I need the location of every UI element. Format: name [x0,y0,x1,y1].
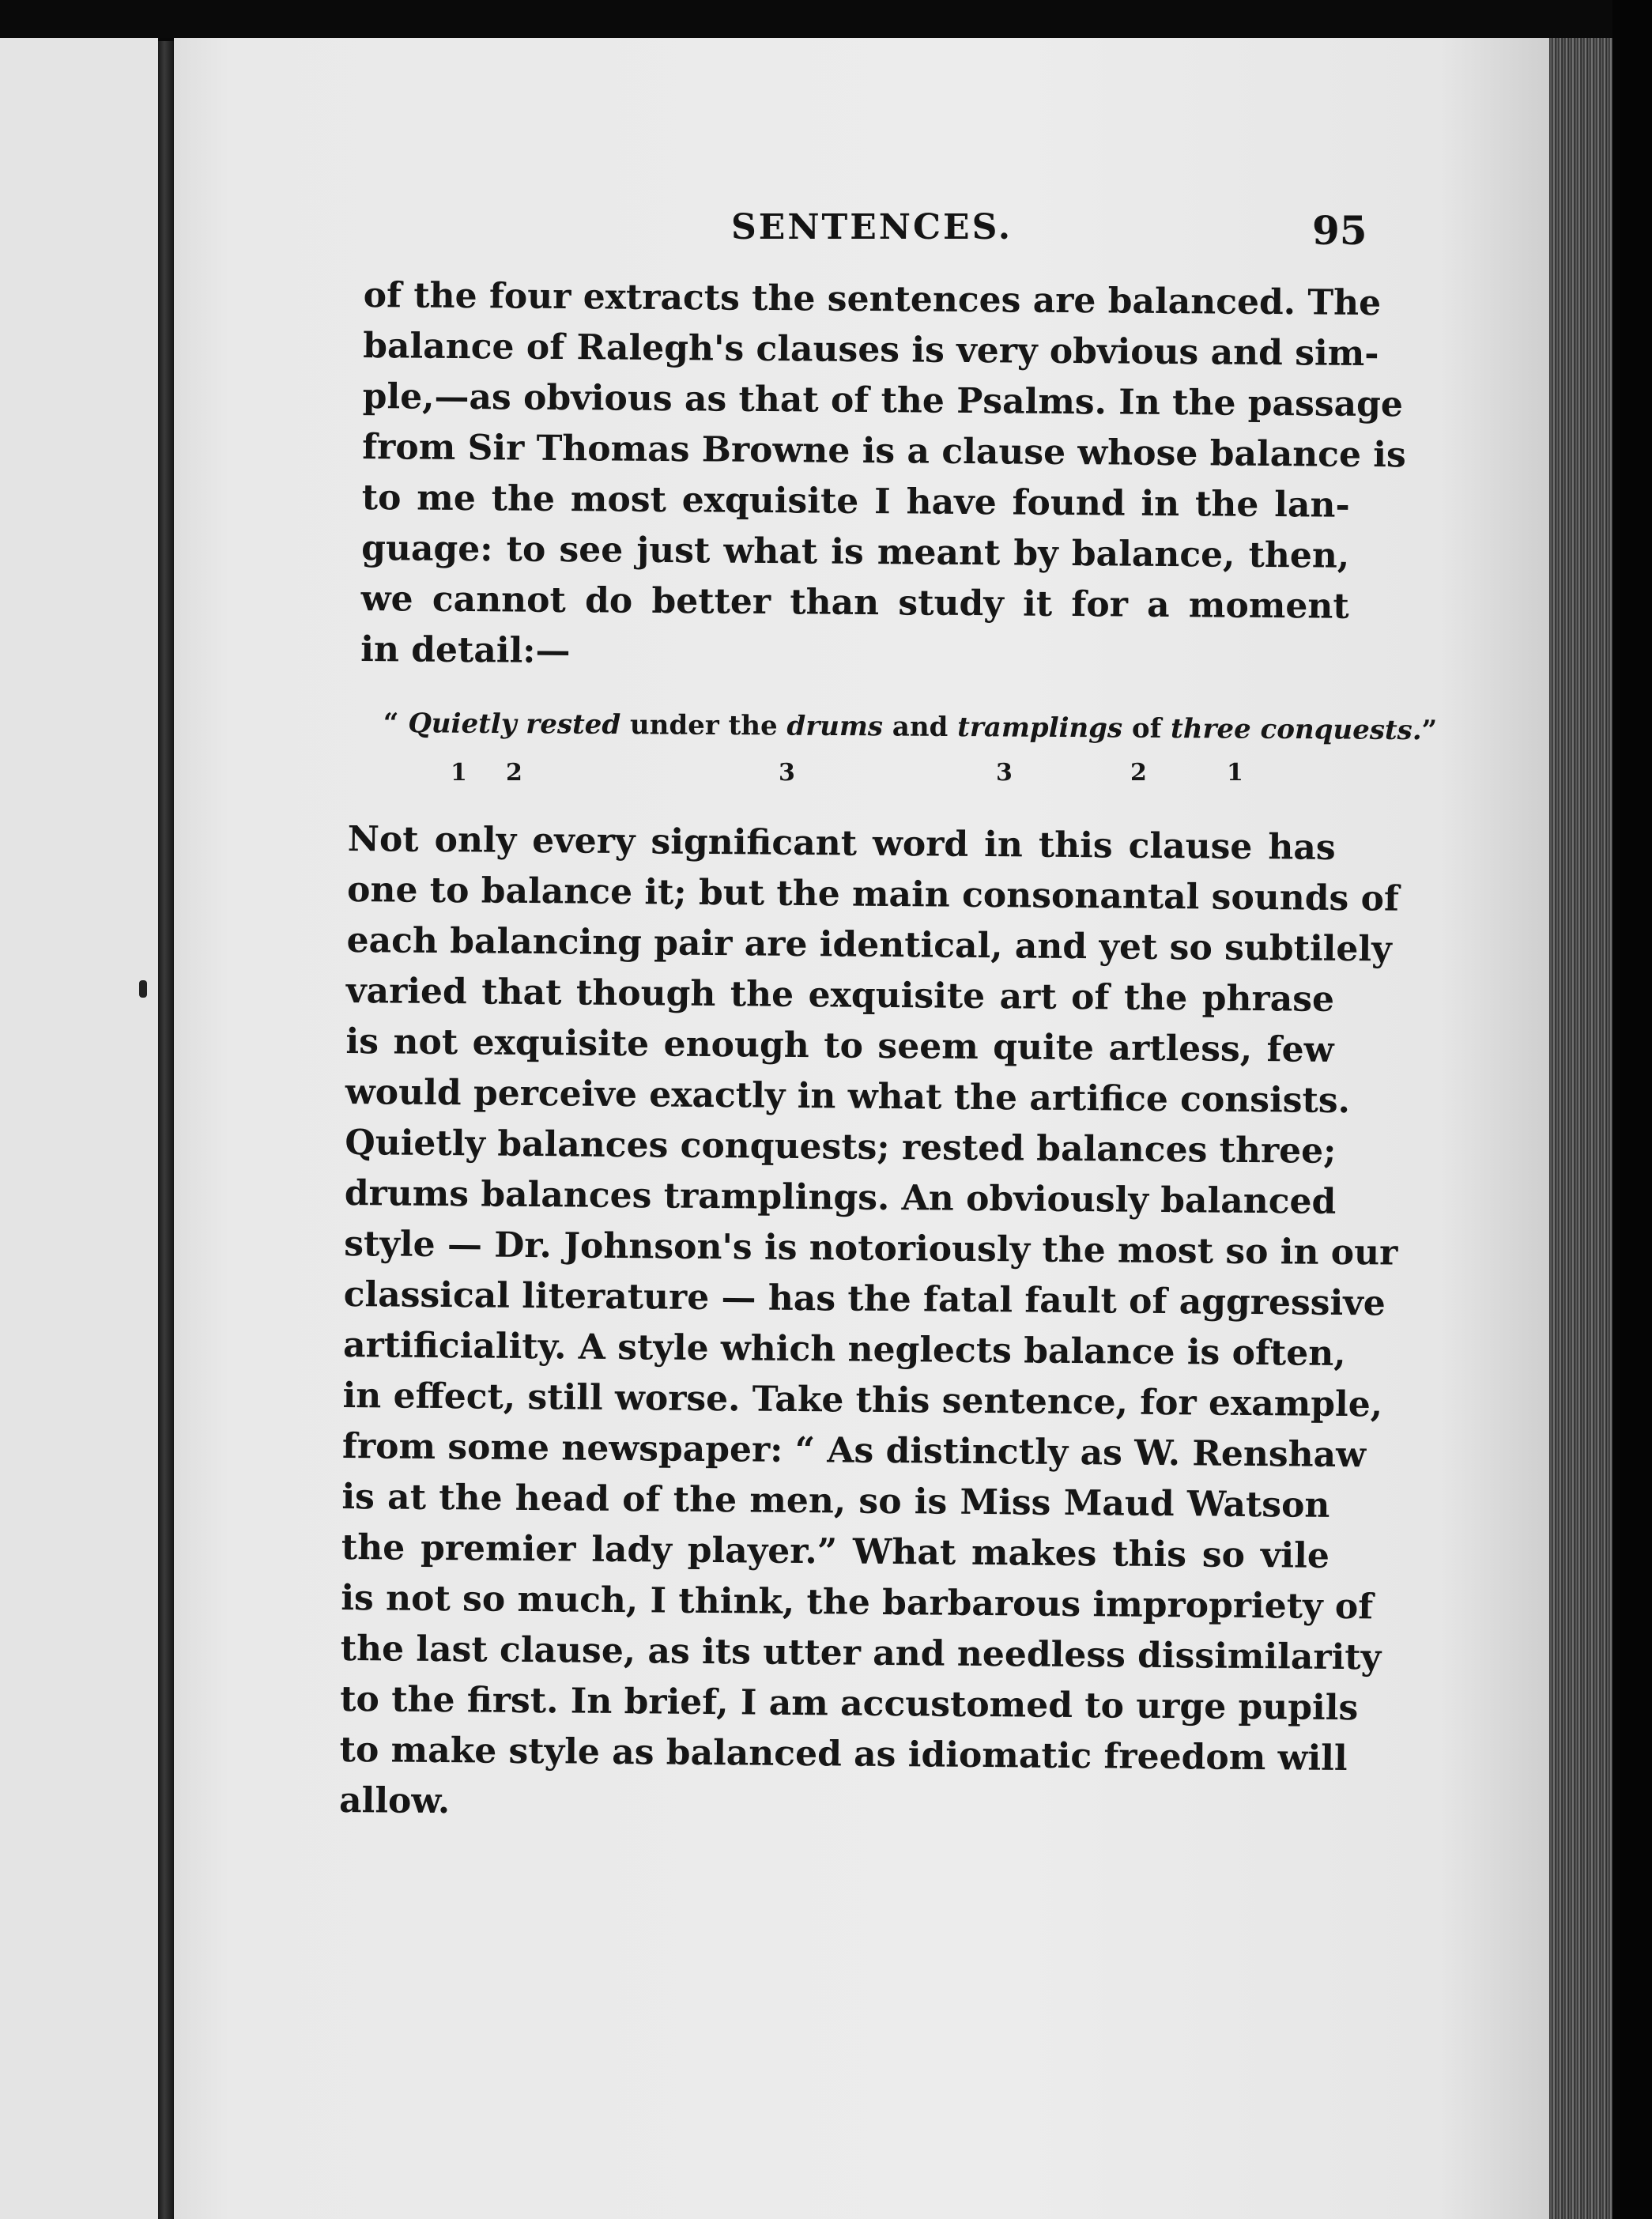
text-line: drums balances tramplings. An obviously balanced [344,1172,1337,1222]
balance-number: 1 [1227,759,1243,787]
text-line: ple,—as obvious as that of the Psalms. In the passage [362,375,1404,425]
text-line: guage: to see just what is meant by balance, then, [361,527,1350,576]
balance-number: 2 [1130,759,1147,787]
text-line: allow. [338,1779,451,1822]
text-line: in detail:— [360,628,571,672]
quote-text: of [1131,712,1162,745]
scan-border-top [0,0,1652,38]
text-line: balance of Ralegh's clauses is very obvious and sim- [363,325,1379,375]
text-line: to the first. In brief, I am accustomed to urge pupils [340,1678,1359,1729]
text-line: is not so much, I think, the barbarous impropriety of [341,1577,1374,1628]
close-quote: ” [1421,715,1438,747]
quote-text: and [892,711,949,743]
text-line: from Sir Thomas Browne is a clause whose balance is [362,426,1406,476]
text-line: from some newspaper: “ As distinctly as W. Renshaw [341,1425,1367,1476]
balance-number: 1 [451,759,467,787]
text-line: is not exquisite enough to seem quite artless, few [345,1021,1334,1070]
text-line: one to balance it; but the main consonantal sounds of [346,869,1400,919]
paragraph-2 [338,814,1400,1835]
text-line: we cannot do better than study it for a moment [360,578,1349,627]
quotation [383,708,1438,747]
quote-word-drums: drums [786,710,884,743]
quote-word-rested: rested [526,708,621,742]
text-line: the premier lady player.” What makes this so vile [341,1527,1330,1576]
running-head: SENTENCES. [731,207,1013,247]
text-line: each balancing pair are identical, and yet so subtilely [346,919,1392,970]
balance-number: 3 [996,759,1013,787]
open-quote: “ [383,708,399,740]
text-line: to me the most exquisite I have found in the lan- [361,477,1350,526]
balance-number: 3 [779,759,795,787]
page-number: 95 [1312,207,1367,254]
quote-word-quietly: Quietly [408,708,517,741]
previous-page-edge [0,38,158,2219]
text-line: of the four extracts the sentences are balanced. The [363,274,1382,324]
text-line: style — Dr. Johnson's is notoriously the most so in our [344,1223,1398,1274]
text-line: would perceive exactly in what the artifice consists. [345,1071,1351,1122]
text-line: Not only every significant word in this clause has [347,818,1336,868]
text-line: the last clause, as its utter and needless dissimilarity [340,1628,1382,1678]
quote-word-three: three [1170,712,1251,745]
quote-word-conquests: conquests. [1260,713,1422,747]
paragraph-1 [360,270,1406,683]
balance-number: 2 [506,759,522,787]
quote-text: under the [629,709,778,742]
text-line: classical literature — has the fatal fault of aggressive [343,1274,1386,1324]
text-line: in effect, still worse. Take this sentence, for example, [342,1375,1383,1425]
quote-word-tramplings: tramplings [957,711,1123,745]
page-speck [139,980,147,998]
text-line: is at the head of the men, so is Miss Maud Watson [341,1476,1330,1526]
text-line: to make style as balanced as idiomatic freedom will [339,1729,1348,1779]
page-edges [1549,38,1612,2219]
scan-border-right [1612,0,1652,2219]
text-line: artificiality. A style which neglects balance is often, [342,1324,1346,1375]
text-line: Quietly balances conquests; rested balances three; [345,1122,1337,1172]
text-line: varied that though the exquisite art of the phrase [345,970,1335,1020]
balance-numbers [0,759,1652,791]
book-gutter [158,41,174,2219]
